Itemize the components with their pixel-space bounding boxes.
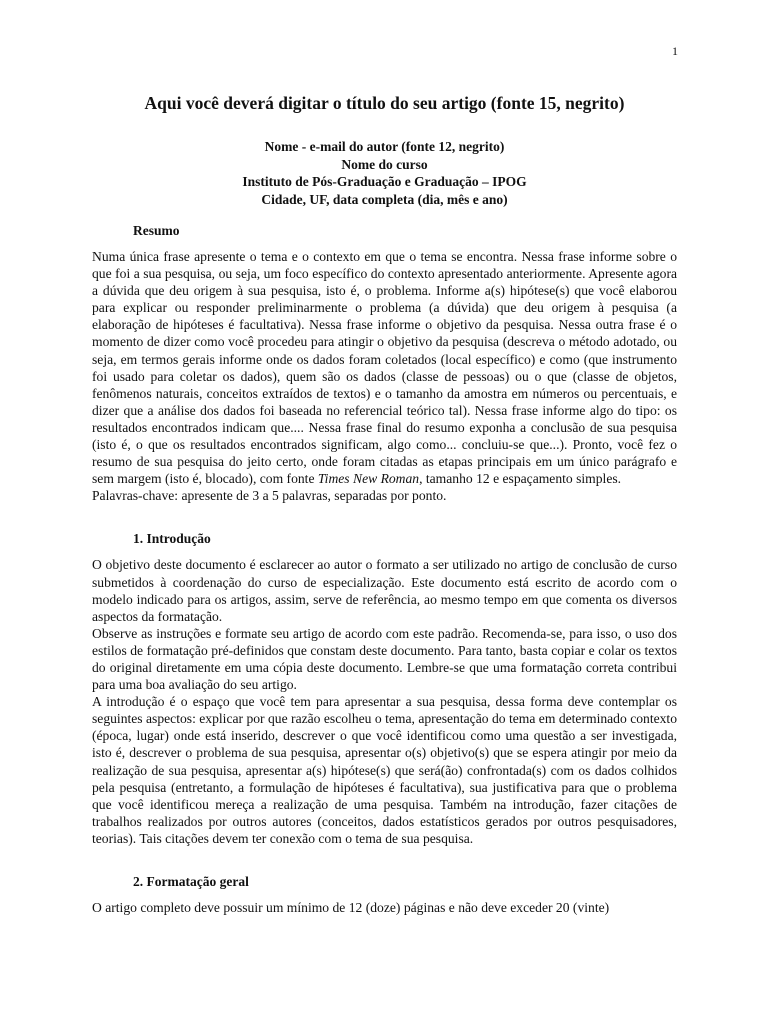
- resumo-text-end: , tamanho 12 e espaçamento simples.: [419, 471, 622, 487]
- section-1-paragraph-1: O objetivo deste documento é esclarecer ao autor o formato a ser utilizado no artigo de conclusão de curso submetidos à coordenação do curso de especialização. Este documento está escrito de acordo com o modelo indicado para os artigos, assim, serve de referência, ao mesmo tempo em que comenta os diversos aspectos da formatação.: [92, 557, 677, 624]
- section-2-heading: 2. Formatação geral: [133, 874, 249, 889]
- institution-name: Instituto de Pós-Graduação e Graduação – IPOG: [242, 174, 527, 189]
- resumo-text-start: Numa única frase apresente o tema e o contexto em que o tema se encontra. Nessa frase informe sobre o que foi a sua pesquisa, ou seja, um foco específico do contexto apresentado anteriormente. Apresente agora a dúvida que deu origem à sua pesquisa, isto é, o problema. Informe a(s) hipótese(s) que você elaborou para explicar ou responder preliminarmente o problema (a dúvida) que deu origem à pesquisa (a elaboração de hipóteses é facultativa). Nessa frase informe o objetivo da pesquisa. Nessa outra frase é o momento de dizer como você procedeu para atingir o objetivo da pesquisa (descreva o método adotado, ou seja, em termos gerais informe onde os dados foram coletados (local específico) e como (que instrumento foi usado para coletar os dados), quem são os dados (classe de pessoas) ou o que (classe de objetos, fenômenos naturais, conceitos extraídos de textos) e o tamanho da amostra em números ou percentuais, e dizer que a análise dos dados foi baseada no referencial teórico tal). Nessa frase informe algo do tipo: os resultados encontrados indicam que.... Nessa frase final do resumo exponha a conclusão de sua pesquisa (isto é, o que os resultados encontrados significam, algo como... concluiu-se que...). Pronto, você fez o resumo de sua pesquisa do jeito certo, onde foram citadas as etapas principais em um único parágrafo e sem margem (isto é, blocado), com fonte: [92, 249, 677, 487]
- keywords-paragraph: Palavras-chave: apresente de 3 a 5 palavras, separadas por ponto.: [92, 488, 447, 504]
- course-name: Nome do curso: [341, 156, 428, 172]
- resumo-heading: Resumo: [133, 223, 180, 238]
- article-title: Aqui você deverá digitar o título do seu artigo (fonte 15, negrito): [144, 93, 625, 113]
- author-block: [92, 138, 677, 208]
- page-number: 1: [672, 44, 678, 58]
- resumo-font-name: Times New Roman: [317, 471, 420, 487]
- section-1-paragraph-2: Observe as instruções e formate seu artigo de acordo com este padrão. Recomenda-se, para isso, o uso dos estilos de formatação pré-definidos que constam deste documento. Para tanto, basta copiar e colar os textos do original diretamente em uma cópia deste documento. Lembre-se que uma formatação correta contribui para uma boa avaliação do seu artigo.: [92, 625, 677, 693]
- section-1-heading: 1. Introdução: [133, 531, 211, 547]
- resumo-paragraph: [92, 248, 677, 487]
- document-body: [92, 90, 677, 916]
- section-2-paragraph: O artigo completo deve possuir um mínimo de 12 (doze) páginas e não deve exceder 20 (vinte): [92, 900, 610, 915]
- city-date: Cidade, UF, data completa (dia, mês e ano): [261, 191, 508, 207]
- author-name-email: Nome - e-mail do autor (fonte 12, negrito): [264, 139, 505, 154]
- section-1-paragraph-3: A introdução é o espaço que você tem para apresentar a sua pesquisa, dessa forma deve contemplar os seguintes aspectos: explicar por que razão escolheu o tema, apresentação do tema em determinado contexto (época, lugar) onde está inserido, descrever o que você identificou como uma questão a ser investigada, isto é, descrever o problema de sua pesquisa, apresentar o(s) objetivo(s) que se espera atingir por meio da realização de sua pesquisa, apresentar a(s) hipótese(s) que será(ão) confrontada(s) com os dados colhidos pela pesquisa (entretanto, a formulação de hipóteses é facultativa), sua justificativa para que o problema que você identificou mereça a realização de uma pesquisa. Também na introdução, fazer citações de trabalhos realizados por outros autores (conceitos, dados estatísticos gerados por outros pesquisadores, teorias). Tais citações devem ter conexão com o tema de sua pesquisa.: [92, 694, 677, 846]
